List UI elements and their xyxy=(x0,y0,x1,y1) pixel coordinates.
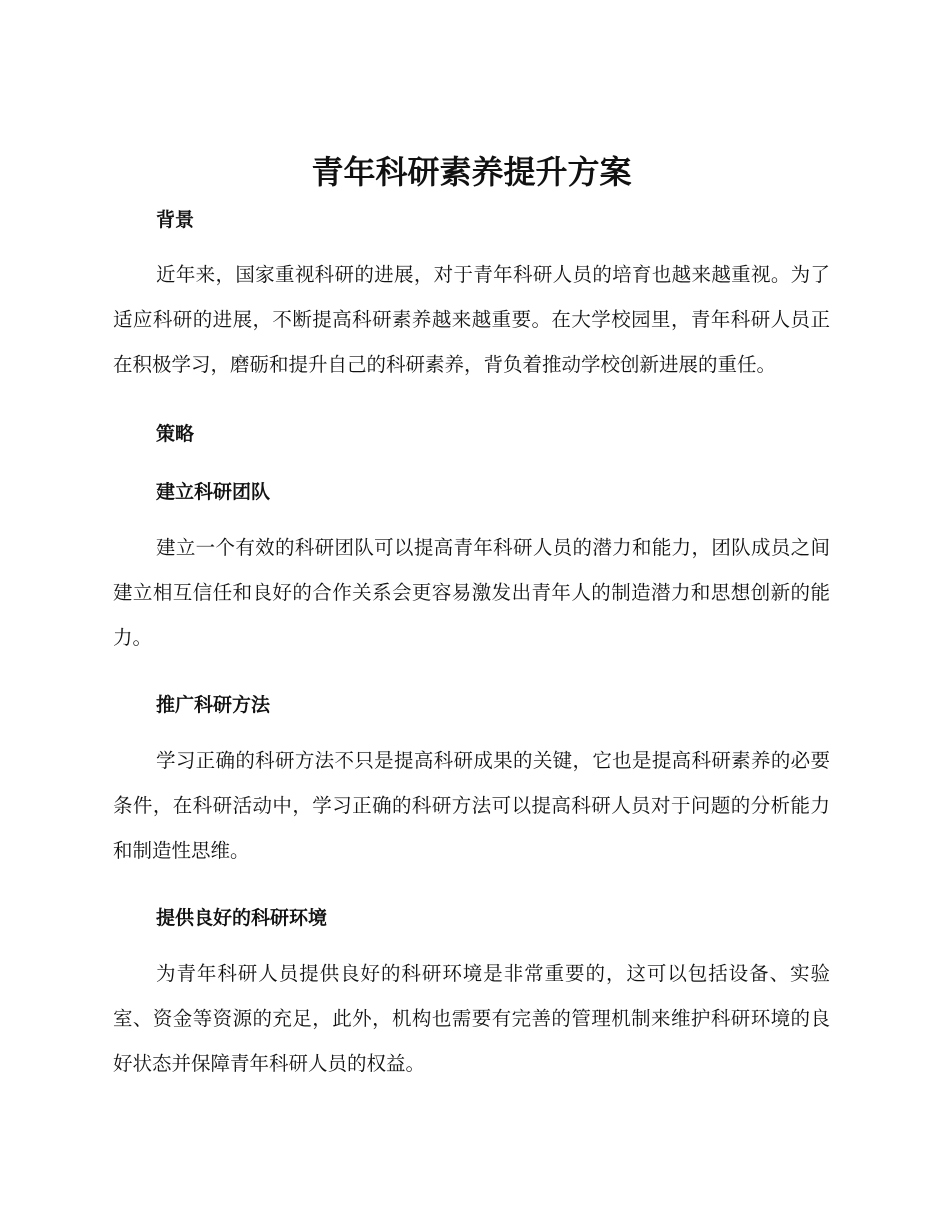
paragraph-method: 学习正确的科研方法不只是提高科研成果的关键，它也是提高科研素养的必要条件，在科研活动中，学习正确的科研方法可以提高科研人员对于问题的分析能力和制造性思维。 xyxy=(113,749,830,862)
section-heading-background: 背景 xyxy=(156,209,195,231)
subsection-heading-environment: 提供良好的科研环境 xyxy=(156,907,328,929)
paragraph-background: 近年来，国家重视科研的进展，对于青年科研人员的培育也越来越重视。为了适应科研的进展，不断提高科研素养越来越重要。在大学校园里，青年科研人员正在积极学习，磨砺和提升自己的科研素养，背负着推动学校创新进展的重任。 xyxy=(113,263,830,376)
paragraph-team: 建立一个有效的科研团队可以提高青年科研人员的潜力和能力，团队成员之间建立相互信任和良好的合作关系会更容易激发出青年人的制造潜力和思想创新的能力。 xyxy=(113,536,830,649)
section-heading-strategy: 策略 xyxy=(156,423,195,445)
subsection-heading-team: 建立科研团队 xyxy=(156,481,271,503)
document-title: 青年科研素养提升方案 xyxy=(311,153,632,191)
paragraph-environment: 为青年科研人员提供良好的科研环境是非常重要的，这可以包括设备、实验室、资金等资源的充足，此外，机构也需要有完善的管理机制来维护科研环境的良好状态并保障青年科研人员的权益。 xyxy=(113,962,830,1075)
subsection-heading-method: 推广科研方法 xyxy=(156,694,271,716)
